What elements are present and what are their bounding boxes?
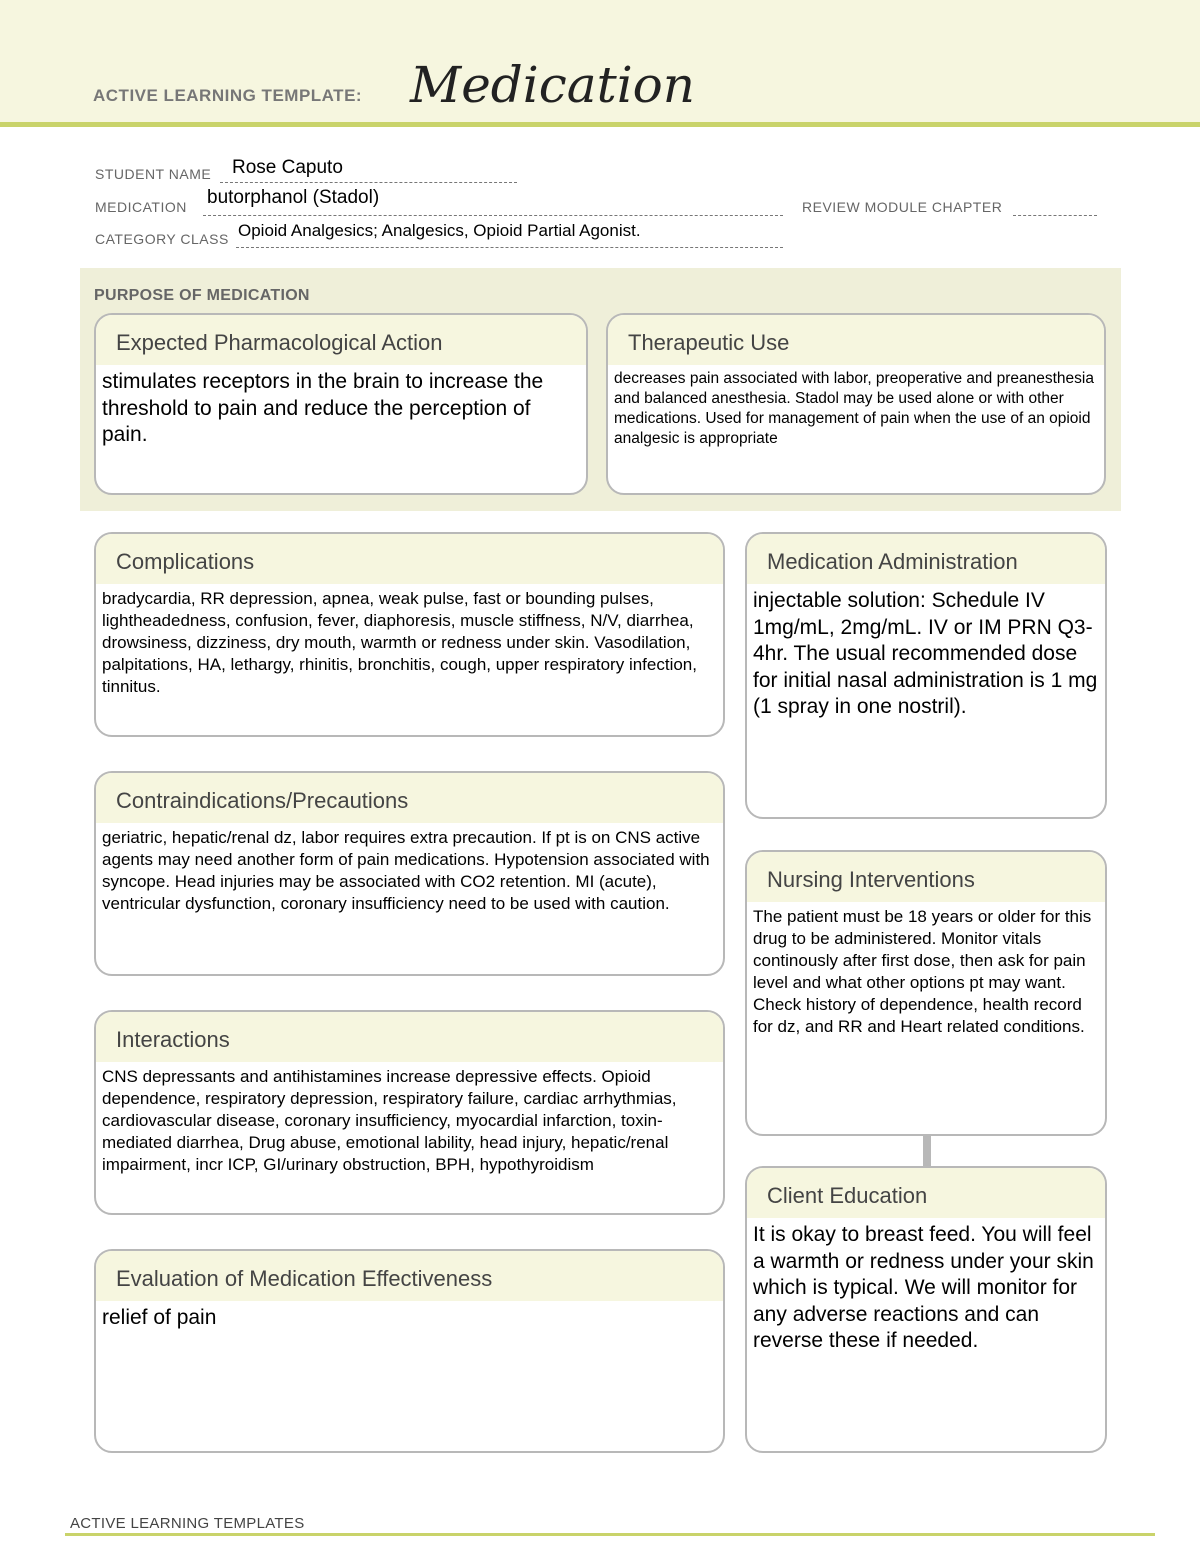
interactions-box <box>94 1010 725 1215</box>
complications-title: Complications <box>96 534 723 584</box>
medication-label: MEDICATION <box>95 199 187 215</box>
medication-administration-box <box>745 532 1107 819</box>
interactions-text[interactable]: CNS depressants and antihistamines increase depressive effects. Opioid dependence, respiratory depression, respiratory failure, cardiac arrhythmias, cardiovascular disease, coronary insufficiency, myocardial infarction, toxin-mediated diarrhea, Drug abuse, emotional lability, head injury, hepatic/renal impairment, incr ICP, GI/urinary obstruction, BPH, hypothyroidism <box>102 1067 677 1174</box>
client-education-text[interactable]: It is okay to breast feed. You will feel a warmth or redness under your skin which is typical. We will monitor for any adverse reactions and can reverse these if needed. <box>753 1223 1094 1352</box>
therapeutic-use-title: Therapeutic Use <box>608 315 1104 365</box>
medication-administration-title: Medication Administration <box>747 534 1105 584</box>
medication-administration-text[interactable]: injectable solution: Schedule IV 1mg/mL, 2mg/mL. IV or IM PRN Q3-4hr. The usual recommended dose for initial nasal administration is 1 mg (1 spray in one nostril). <box>753 589 1098 718</box>
category-class-label: CATEGORY CLASS <box>95 231 229 247</box>
evaluation-text[interactable]: relief of pain <box>102 1306 217 1329</box>
template-label: ACTIVE LEARNING TEMPLATE: <box>93 86 363 105</box>
complications-text[interactable]: bradycardia, RR depression, apnea, weak pulse, fast or bounding pulses, lightheadedness, confusion, fever, diaphoresis, muscle stiffness, N/V, diarrhea, drowsiness, dizziness, dry mouth, warmth or redness under skin. Vasodilation, palpitations, HA, lethargy, rhinitis, bronchitis, cough, upper respiratory infection, tinnitus. <box>102 589 697 696</box>
medication-value: butorphanol (Stadol) <box>207 187 380 208</box>
client-education-box <box>745 1166 1107 1453</box>
therapeutic-use-box <box>606 313 1106 495</box>
box-connector <box>923 1134 931 1166</box>
review-module-label: REVIEW MODULE CHAPTER <box>802 199 1003 215</box>
expected-action-text[interactable]: stimulates receptors in the brain to increase the threshold to pain and reduce the perception of pain. <box>102 370 544 446</box>
nursing-interventions-text[interactable]: The patient must be 18 years or older for this drug to be administered. Monitor vitals continously after first dose, then ask for pain level and what other options pt may want. Check history of dependence, health record for dz, and RR and Heart related conditions. <box>753 907 1092 1036</box>
expected-action-box <box>94 313 588 495</box>
interactions-title: Interactions <box>96 1012 723 1062</box>
contraindications-text[interactable]: geriatric, hepatic/renal dz, labor requires extra precaution. If pt is on CNS active agents may need another form of pain medications. Hypotension associated with syncope. Head injuries may be associated with CO2 retention. MI (acute), ventricular dysfunction, coronary insufficiency need to be used with caution. <box>102 828 710 913</box>
contraindications-box <box>94 771 725 976</box>
footer-rule <box>65 1533 1155 1536</box>
student-name-label: STUDENT NAME <box>95 166 212 182</box>
purpose-heading: PURPOSE OF MEDICATION <box>94 287 310 304</box>
nursing-interventions-title: Nursing Interventions <box>747 852 1105 902</box>
category-class-value: Opioid Analgesics; Analgesics, Opioid Partial Agonist. <box>238 221 641 240</box>
contraindications-title: Contraindications/Precautions <box>96 773 723 823</box>
client-education-title: Client Education <box>747 1168 1105 1218</box>
header-rule <box>0 122 1200 127</box>
therapeutic-use-text[interactable]: decreases pain associated with labor, preoperative and preanesthesia and balanced anesthesia. Stadol may be used alone or with other medications. Used for management of pain when the use of an opioid analgesic is appropriate <box>614 370 1094 447</box>
evaluation-title: Evaluation of Medication Effectiveness <box>96 1251 723 1301</box>
evaluation-box <box>94 1249 725 1453</box>
nursing-interventions-box <box>745 850 1107 1136</box>
expected-action-title: Expected Pharmacological Action <box>96 315 586 365</box>
page-title: Medication <box>410 56 695 114</box>
student-name-value: Rose Caputo <box>232 157 343 178</box>
footer-label: ACTIVE LEARNING TEMPLATES <box>70 1515 305 1532</box>
review-module-field[interactable] <box>1013 193 1097 216</box>
complications-box <box>94 532 725 737</box>
